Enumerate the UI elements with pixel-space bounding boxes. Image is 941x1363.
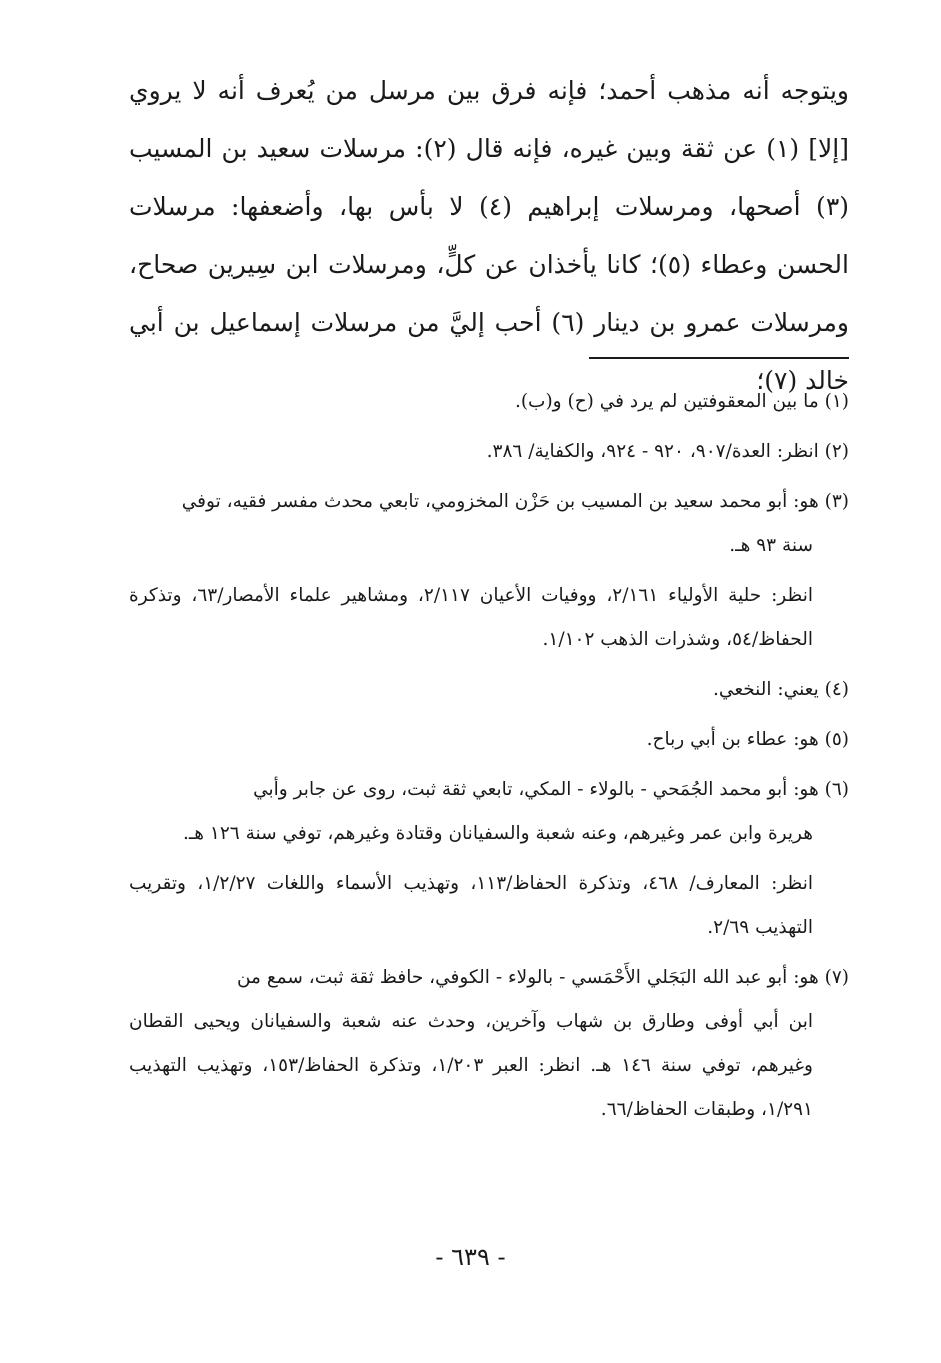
footnote-3-text: (٣) هو: أبو محمد سعيد بن المسيب بن حَزْن المخزومي، تابعي محدث مفسر فقيه، توفي bbox=[181, 491, 849, 512]
footnote-7-continuation: ابن أبي أوفى وطارق بن شهاب وآخرين، وحدث عنه شعبة والسفيانان ويحيى القطان وغيرهم، توفي سنة ١٤٦ هـ. انظر: العبر ١/٢٠٣، وتذكرة الحفاظ/١٥٣، وتهذيب التهذيب ١/٢٩١، وطبقات الحفاظ/٦٦. bbox=[129, 1011, 813, 1120]
main-paragraph: ويتوجه أنه مذهب أحمد؛ فإنه فرق بين مرسل من يُعرف أنه لا يروي [إلا] (١) عن ثقة وبين غيره، فإنه قال (٢): مرسلات سعيد بن المسيب (٣) أصحها، ومرسلات إبراهيم (٤) لا بأس بها، وأضعفها: مرسلات الحسن وعطاء (٥)؛ كانا يأخذان عن كلٍّ، ومرسلات ابن سِيرين صحاح، ومرسلات عمرو بن دينار (٦) أحب إليَّ من مرسلات إسماعيل بن أبي خالد (٧)؛ bbox=[129, 76, 850, 395]
footnote-3-continuation: سنة ٩٣ هـ. bbox=[729, 535, 813, 556]
footnote-7-text: (٧) هو: أبو عبد الله البَجَلي الأَحْمَسي - بالولاء - الكوفي، حافظ ثقة ثبت، سمع من bbox=[236, 967, 849, 988]
footnote-3 bbox=[129, 480, 849, 568]
footnote-6-sources: انظر: المعارف/ ٤٦٨، وتذكرة الحفاظ/١١٣، وتهذيب الأسماء واللغات ١/٢/٢٧، وتقريب التهذيب ٢/٦٩. bbox=[129, 873, 813, 938]
footnote-2: (٢) انظر: العدة/٩٠٧، ٩٢٠ - ٩٢٤، والكفاية/ ٣٨٦. bbox=[486, 441, 849, 462]
footnote-separator bbox=[589, 357, 849, 359]
footnote-4: (٤) يعني: النخعي. bbox=[713, 679, 849, 700]
footnote-7 bbox=[129, 956, 849, 1132]
footnote-6 bbox=[129, 768, 849, 856]
footnote-1: (١) ما بين المعقوفتين لم يرد في (ح) و(ب). bbox=[514, 391, 849, 412]
footnote-3-sources: انظر: حلية الأولياء ٢/١٦١، ووفيات الأعيان ٢/١١٧، ومشاهير علماء الأمصار/٦٣، وتذكرة الحفاظ/٥٤، وشذرات الذهب ١/١٠٢. bbox=[129, 585, 813, 650]
footnotes-section bbox=[129, 380, 849, 1138]
footnote-6-continuation: هريرة وابن عمر وغيرهم، وعنه شعبة والسفيانان وقتادة وغيرهم، توفي سنة ١٢٦ هـ. bbox=[182, 823, 813, 844]
footnote-6-text: (٦) هو: أبو محمد الجُمَحي - بالولاء - المكي، تابعي ثقة ثبت، روى عن جابر وأبي bbox=[253, 779, 849, 800]
page-number: - ٦٣٩ - bbox=[435, 1243, 506, 1271]
footnote-5: (٥) هو: عطاء بن أبي رباح. bbox=[646, 729, 849, 750]
